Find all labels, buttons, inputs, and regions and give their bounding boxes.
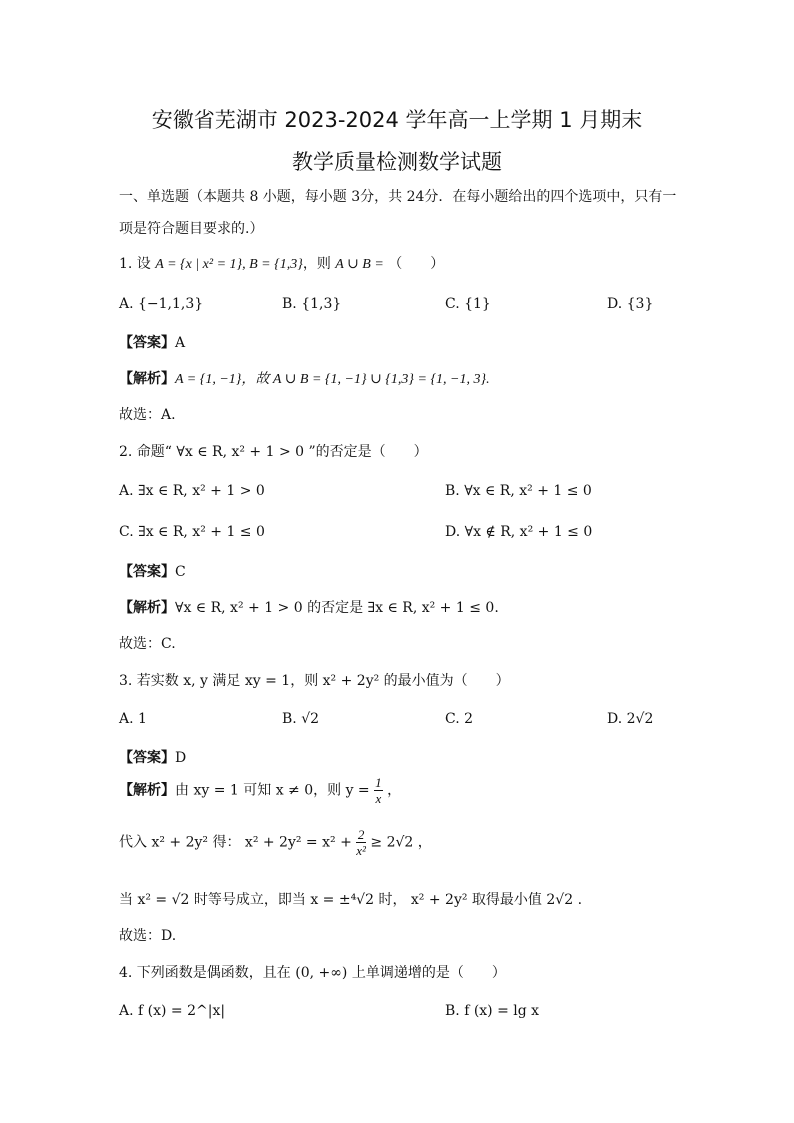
substitution-text-b: ≥ 2√2 ，	[370, 834, 432, 851]
section-heading-line2: 项是符合题目要求的.）	[119, 221, 264, 237]
question-1-stem	[119, 253, 444, 273]
answer-value: D	[175, 750, 187, 766]
q3-substitution	[119, 828, 432, 857]
q1-prefix: 1. 设	[119, 256, 151, 272]
q1-conclusion: 故选：A.	[119, 407, 176, 423]
q1-analysis	[119, 368, 490, 388]
q3-analysis	[119, 776, 401, 805]
q4-option-a: A. f (x) = 2^|x|	[119, 1003, 226, 1019]
q1-option-d: D. {3}	[607, 296, 654, 312]
q2-option-d: D. ∀x ∉ R, x² + 1 ≤ 0	[445, 524, 593, 540]
q2-analysis	[119, 597, 499, 617]
analysis-text-a: 由 xy = 1 可知 x ≠ 0，则 y =	[175, 782, 370, 799]
answer-label: 【答案】	[119, 564, 175, 580]
question-4-stem: 4. 下列函数是偶函数，且在 (0, +∞) 上单调递增的是（ ）	[119, 965, 506, 981]
analysis-label: 【解析】	[119, 782, 175, 799]
answer-label: 【答案】	[119, 335, 175, 351]
answer-value: C	[175, 564, 186, 580]
answer-value: A	[175, 335, 186, 351]
document-title-line1: 安徽省芜湖市 2023-2024 学年高一上学期 1 月期末	[151, 108, 643, 132]
fraction-denominator: x	[375, 791, 382, 806]
q1-mid: ，则	[302, 256, 331, 272]
q2-answer	[119, 561, 186, 581]
analysis-label: 【解析】	[119, 600, 175, 616]
fraction-numerator: 1	[375, 775, 382, 790]
q3-equality-condition: 当 x² = √2 时等号成立，即当 x = ±⁴√2 时， x² + 2y² 取得最小值 2√2 .	[119, 892, 583, 908]
q3-option-d: D. 2√2	[607, 711, 654, 727]
answer-label: 【答案】	[119, 750, 175, 766]
question-3-stem: 3. 若实数 x, y 满足 xy = 1，则 x² + 2y² 的最小值为（ ）	[119, 673, 510, 689]
q3-option-b: B. √2	[282, 711, 320, 727]
q2-option-b: B. ∀x ∈ R, x² + 1 ≤ 0	[445, 483, 592, 499]
fraction-1-over-x	[374, 776, 383, 805]
q1-answer	[119, 332, 185, 352]
analysis-text: A = {1, −1}，故 A ∪ B = {1, −1} ∪ {1,3} = {1, −1, 3}.	[175, 372, 490, 387]
q3-conclusion: 故选：D.	[119, 928, 177, 944]
q2-conclusion: 故选：C.	[119, 636, 176, 652]
question-2-stem: 2. 命题“ ∀x ∈ R, x² + 1 > 0 ”的否定是（ ）	[119, 444, 428, 460]
q3-answer	[119, 747, 186, 767]
q3-option-c: C. 2	[445, 711, 474, 727]
fraction-numerator: 2	[357, 827, 365, 842]
analysis-text: ∀x ∈ R, x² + 1 > 0 的否定是 ∃x ∈ R, x² + 1 ≤ 0.	[175, 600, 499, 616]
fraction-denominator: x²	[356, 843, 366, 858]
q2-option-a: A. ∃x ∈ R, x² + 1 > 0	[119, 483, 265, 499]
q1-option-b: B. {1,3}	[282, 296, 342, 312]
analysis-text-b: ，	[387, 782, 402, 799]
substitution-text-a: 代入 x² + 2y² 得： x² + 2y² = x² +	[119, 834, 352, 851]
section-heading-line1: 一、单选题（本题共 8 小题，每小题 3分，共 24分．在每小题给出的四个选项中，只有一	[119, 189, 677, 205]
q1-paren: （ ）	[388, 256, 445, 272]
q3-option-a: A. 1	[119, 711, 147, 727]
fraction-2-over-x-squared	[356, 828, 366, 857]
q1-option-a: A. {−1,1,3}	[119, 296, 204, 312]
q1-option-c: C. {1}	[445, 296, 491, 312]
analysis-label: 【解析】	[119, 371, 175, 387]
q1-ask: A ∪ B =	[335, 257, 384, 272]
q4-option-b: B. f (x) = lg x	[445, 1003, 540, 1019]
document-title-line2: 教学质量检测数学试题	[292, 150, 502, 174]
q1-stem-math: A = {x | x² = 1}, B = {1,3}	[155, 257, 303, 272]
q2-option-c: C. ∃x ∈ R, x² + 1 ≤ 0	[119, 524, 265, 540]
